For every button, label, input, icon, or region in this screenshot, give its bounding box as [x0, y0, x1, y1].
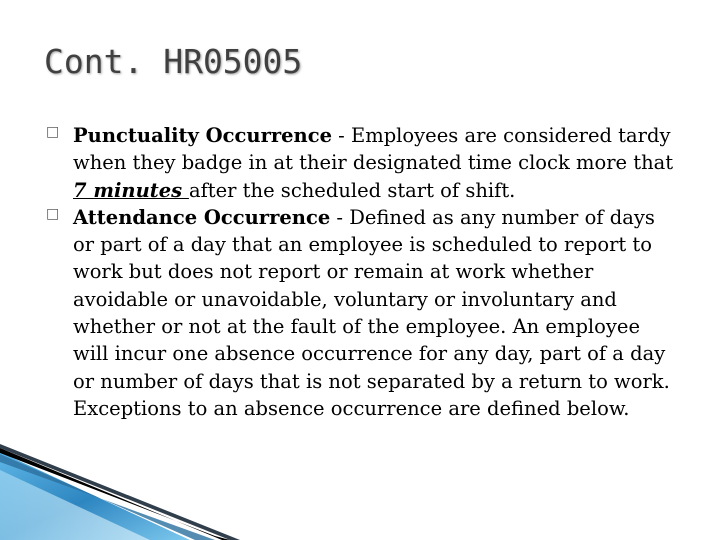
punctuality-term: Punctuality Occurrence: [73, 124, 332, 147]
bullet-punctuality: [46, 122, 677, 204]
bullet-attendance: [46, 204, 677, 422]
punctuality-text-before: - Employees are considered tardy when they badge in at their designated time clock more that: [73, 124, 674, 175]
box-bullet-icon: □: [46, 124, 60, 140]
punctuality-text-after: after the scheduled start of shift.: [188, 178, 516, 202]
punctuality-emphasis: 7 minutes: [73, 178, 189, 202]
attendance-text: - Defined as any number of days or part of a day that an employee is scheduled to report to work but does not report or remain at work whether avoidable or unavoidable, voluntary or involuntary and whether or not at the fault of the employee. An employee will incur one absence occurrence for any day, part of a day or number of days that is not separated by a return to work. Exceptions to an absence occurrence are defined below.: [73, 205, 670, 420]
box-bullet-icon: □: [46, 205, 60, 222]
attendance-term: Attendance Occurrence: [73, 205, 331, 229]
decorative-swoosh: [0, 440, 720, 540]
slide-title: Cont. HR05005: [44, 42, 303, 81]
slide-body: [46, 122, 677, 422]
